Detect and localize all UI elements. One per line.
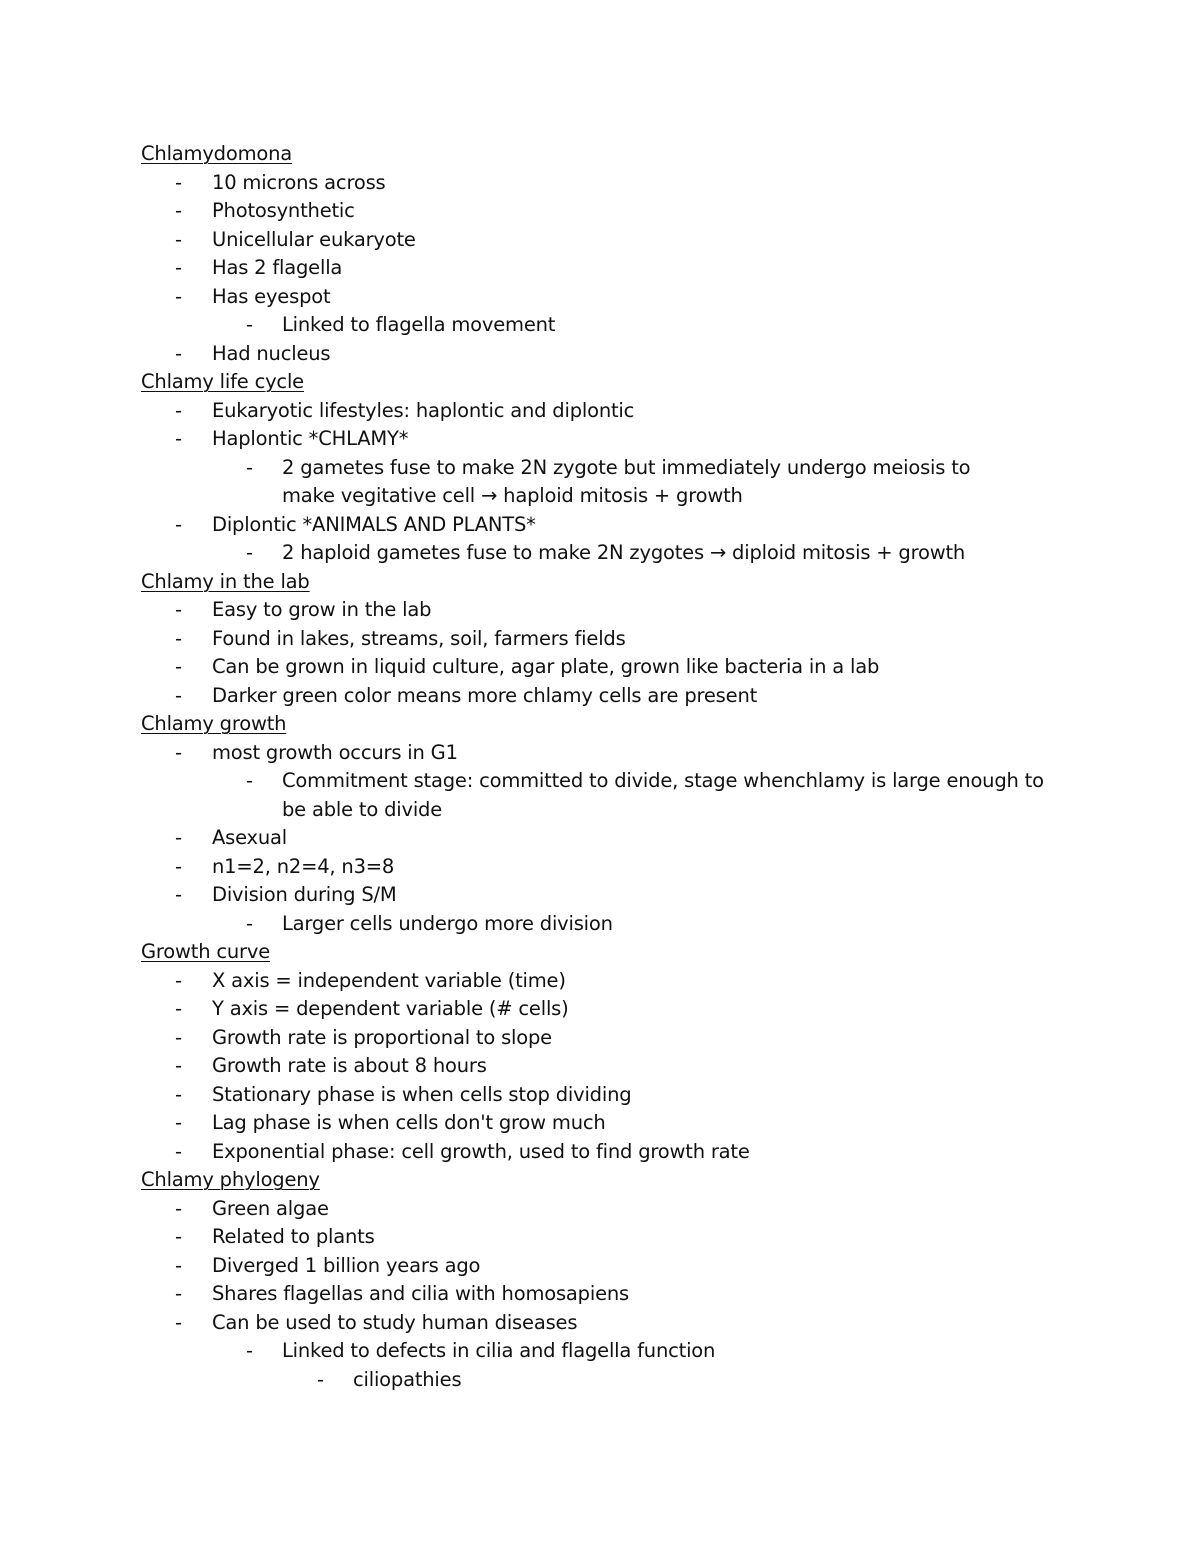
list-item: [141, 1052, 1081, 1081]
bullet-dash: -: [175, 1054, 182, 1077]
list-item: [141, 653, 1081, 682]
list-item-text: Darker green color means more chlamy cells are present: [212, 683, 758, 707]
bullet-dash: -: [175, 655, 182, 678]
list-item-text: Eukaryotic lifestyles: haplontic and diplontic: [212, 398, 635, 422]
list-item: [141, 539, 1081, 568]
list-item-text: 2 gametes fuse to make 2N zygote but immediately undergo meiosis to: [282, 455, 971, 479]
list-item: [141, 482, 1081, 511]
list-item: [141, 1366, 1081, 1395]
list-item: [141, 340, 1081, 369]
list-item-text: Unicellular eukaryote: [212, 227, 416, 251]
bullet-dash: -: [175, 341, 182, 365]
bullet-dash: -: [175, 1225, 182, 1248]
bullet-dash: -: [246, 313, 253, 336]
bullet-dash: -: [175, 883, 182, 906]
list-item-text: Linked to defects in cilia and flagella function: [282, 1339, 716, 1362]
bullet-dash: -: [175, 854, 182, 878]
list-item-text: Has eyespot: [212, 284, 331, 308]
bullet-dash: -: [175, 1196, 182, 1220]
list-item: [141, 397, 1081, 426]
list-item-text: Commitment stage: committed to divide, stage whenchlamy is large enough to: [282, 769, 1044, 792]
list-item-text: Diverged 1 billion years ago: [212, 1253, 481, 1277]
bullet-dash: -: [175, 1253, 182, 1277]
bullet-dash: -: [246, 911, 253, 935]
list-item: [141, 1309, 1081, 1338]
list-item-text: Had nucleus: [212, 341, 331, 365]
list-item-text: Asexual: [212, 826, 288, 849]
list-item-text: 10 microns across: [212, 170, 386, 194]
bullet-dash: -: [175, 427, 182, 450]
list-item-text: n1=2, n2=4, n3=8: [212, 854, 395, 878]
bullet-dash: -: [175, 826, 182, 849]
list-item-text: Division during S/M: [212, 883, 397, 906]
bullet-dash: -: [175, 398, 182, 422]
list-item: [141, 197, 1081, 226]
list-item-text: Linked to flagella movement: [282, 313, 556, 336]
list-item: [141, 1252, 1081, 1281]
list-item-text: 2 haploid gametes fuse to make 2N zygotes → diploid mitosis + growth: [282, 541, 966, 564]
bullet-dash: -: [246, 1339, 253, 1362]
bullet-dash: -: [246, 541, 253, 564]
list-item-text: Easy to grow in the lab: [212, 598, 432, 621]
list-item-text: Growth rate is about 8 hours: [212, 1054, 487, 1077]
list-item: [141, 682, 1081, 711]
list-item: [141, 1081, 1081, 1110]
list-item: [141, 625, 1081, 654]
bullet-dash: -: [175, 256, 182, 279]
document-body: [141, 140, 1081, 1394]
list-item: [141, 283, 1081, 312]
list-item: [141, 739, 1081, 768]
bullet-dash: -: [175, 626, 182, 650]
bullet-dash: -: [175, 997, 182, 1020]
list-item: [141, 511, 1081, 540]
list-item-text: Y axis = dependent variable (# cells): [212, 997, 569, 1020]
bullet-dash: -: [175, 598, 182, 621]
bullet-dash: -: [175, 740, 182, 764]
bullet-dash: -: [246, 769, 253, 792]
bullet-dash: -: [175, 1139, 182, 1163]
list-item-text: Has 2 flagella: [212, 256, 343, 279]
list-item-text: Growth rate is proportional to slope: [212, 1025, 552, 1049]
list-item: [141, 1138, 1081, 1167]
list-item: [141, 1024, 1081, 1053]
section-heading: Chlamydomona: [141, 142, 293, 165]
list-item: [141, 454, 1081, 483]
section-heading: Chlamy phylogeny: [141, 1168, 320, 1191]
list-item: [141, 767, 1081, 796]
bullet-dash: -: [175, 284, 182, 308]
list-item-text: Haplontic *CHLAMY*: [212, 427, 409, 450]
list-item: [141, 1109, 1081, 1138]
list-item-text: Lag phase is when cells don't grow much: [212, 1111, 606, 1134]
list-item-text: ciliopathies: [353, 1367, 462, 1391]
bullet-dash: -: [175, 1025, 182, 1049]
list-item-text: Stationary phase is when cells stop dividing: [212, 1082, 632, 1106]
list-item: [141, 425, 1081, 454]
bullet-dash: -: [175, 968, 182, 992]
list-item-text: most growth occurs in G1: [212, 740, 458, 764]
list-item: [141, 995, 1081, 1024]
list-item-text: X axis = independent variable (time): [212, 968, 566, 992]
bullet-dash: -: [175, 227, 182, 251]
list-item: [141, 853, 1081, 882]
list-item: [141, 1195, 1081, 1224]
list-item-text: Exponential phase: cell growth, used to find growth rate: [212, 1139, 750, 1163]
list-item: [141, 311, 1081, 340]
list-item: [141, 1223, 1081, 1252]
list-item: [141, 824, 1081, 853]
bullet-dash: -: [175, 1310, 182, 1334]
list-item-text: Larger cells undergo more division: [282, 911, 613, 935]
bullet-dash: -: [175, 1111, 182, 1134]
bullet-dash: -: [317, 1367, 324, 1391]
list-item: [141, 596, 1081, 625]
list-item-text: Can be used to study human diseases: [212, 1310, 578, 1334]
list-item: [141, 967, 1081, 996]
bullet-dash: -: [175, 1082, 182, 1106]
bullet-dash: -: [175, 1282, 182, 1305]
section-heading: Chlamy growth: [141, 712, 287, 735]
list-item: [141, 881, 1081, 910]
list-item-text: make vegitative cell → haploid mitosis + growth: [282, 484, 743, 507]
list-item: [141, 226, 1081, 255]
bullet-dash: -: [175, 170, 182, 194]
list-item-text: Diplontic *ANIMALS AND PLANTS*: [212, 512, 536, 536]
bullet-dash: -: [175, 512, 182, 536]
list-item: [141, 254, 1081, 283]
list-item-text: Can be grown in liquid culture, agar plate, grown like bacteria in a lab: [212, 655, 880, 678]
section-heading: Chlamy life cycle: [141, 370, 304, 393]
list-item: [141, 796, 1081, 825]
section-heading: Chlamy in the lab: [141, 569, 310, 593]
list-item-text: Shares flagellas and cilia with homosapiens: [212, 1282, 629, 1305]
list-item: [141, 1337, 1081, 1366]
list-item: [141, 910, 1081, 939]
bullet-dash: -: [175, 683, 182, 707]
list-item-text: be able to divide: [282, 797, 443, 821]
bullet-dash: -: [175, 199, 182, 222]
list-item-text: Green algae: [212, 1196, 329, 1220]
list-item-text: Related to plants: [212, 1225, 375, 1248]
section-heading: Growth curve: [141, 940, 271, 963]
bullet-dash: -: [246, 455, 253, 479]
list-item-text: Photosynthetic: [212, 199, 355, 222]
list-item: [141, 169, 1081, 198]
list-item: [141, 1280, 1081, 1309]
list-item-text: Found in lakes, streams, soil, farmers fields: [212, 626, 626, 650]
